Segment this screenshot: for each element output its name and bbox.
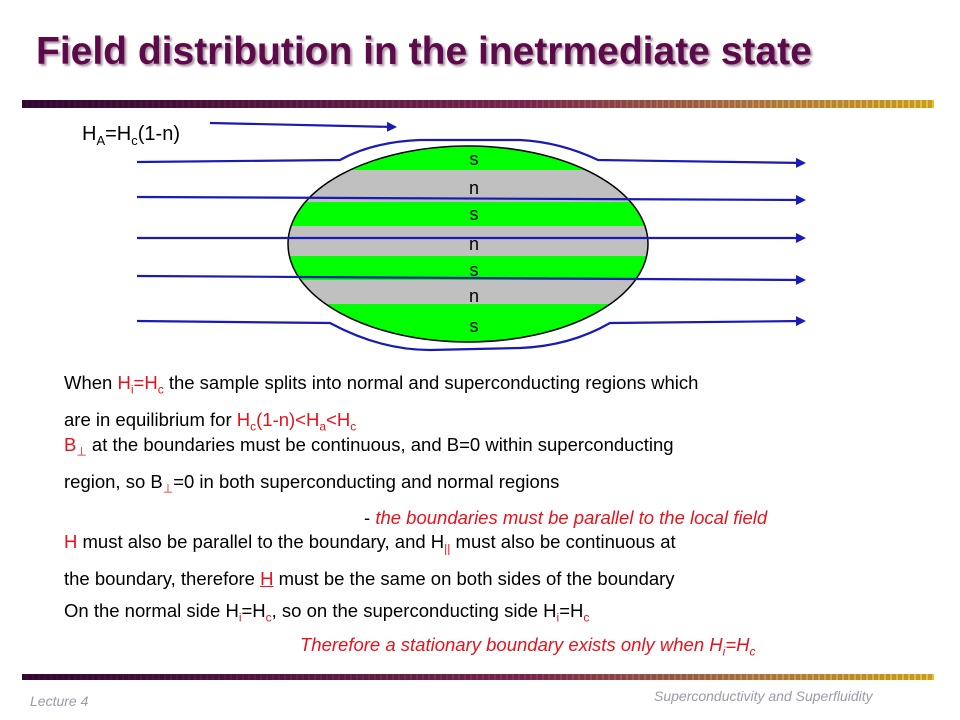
applied-field-label: $H_A=H_c(1-n)$	[82, 123, 180, 148]
footer-divider	[22, 674, 934, 680]
paragraph-b-perp: $B_\perp$ at the boundaries must be continuous, and B=0 within superconducting region, so $B_\perp=0$ in both superconducting and normal regions - the boundaries must be parallel to the local field	[64, 434, 768, 529]
paragraph-normal-side: On the normal side $H_i=H_c$, so on the superconducting side $H_i=H_c$	[64, 600, 590, 625]
layer-label: n	[468, 178, 480, 198]
layer-label: s	[469, 204, 479, 224]
slide-title: Field distribution in the inetrmediate state	[36, 30, 812, 73]
layer-label: n	[468, 234, 480, 254]
paragraph-equilibrium: When $H_i=H_c$ the sample splits into normal and superconducting regions which are in equilibrium for $H_c(1-n)<H_a<H_c$	[64, 372, 699, 434]
paragraph-h-parallel: H must also be parallel to the boundary, and $H_{||}$ must also be continuous at the boundary, therefore H must be the same on both sides of the boundary	[64, 531, 676, 589]
footer-course: Superconductivity and Superfluidity	[654, 688, 873, 704]
layer-label: s	[469, 260, 479, 280]
applied-field-arrow	[210, 123, 395, 127]
layer-label: s	[469, 149, 479, 169]
footer-lecture: Lecture 4	[30, 693, 89, 709]
conclusion-text: Therefore a stationary boundary exists only when $H_i=H_c$	[300, 634, 756, 659]
layer-label: s	[469, 316, 479, 336]
layer-label: n	[468, 286, 480, 306]
